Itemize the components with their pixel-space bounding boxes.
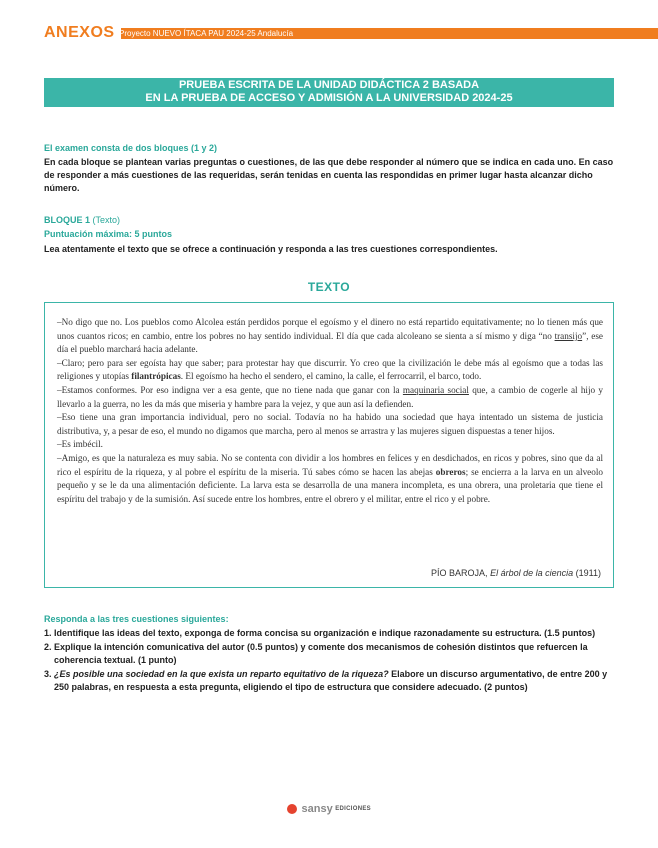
source-year: (1911) (575, 568, 601, 578)
text-source (431, 568, 601, 578)
text-paragraph-4: –Eso tiene una gran importancia individual, pero no social. Todavía no ha habido una sociedad que haya intentado un sistema de justicia distributiva, y, a pesar de eso, el mundo no digamos que marcha, pero al menos se arrastra y las mujeres siguen dispuestas a tener hijos. (57, 412, 603, 436)
publisher-logo (0, 803, 658, 815)
exam-title-line-1: PRUEBA ESCRITA DE LA UNIDAD DIDÁCTICA 2 BASADA (178, 79, 480, 91)
bloque-type: (Texto) (92, 215, 121, 225)
bloque-heading (44, 214, 614, 227)
intro-heading: El examen consta de dos bloques (1 y 2) (44, 143, 218, 153)
bloque-instruction: Lea atentamente el texto que se ofrece a continuación y responda a las tres cuestiones correspondientes. (44, 244, 498, 254)
bloque-score: Puntuación máxima: 5 puntos (44, 229, 173, 239)
text-paragraph-3: –Estamos conformes. Por eso indigna ver a esa gente, que no tiene nada que ganar con la maquinaria social que, a cambio de cogerle al hijo y llevarlo a la guerra, no les da más que miseria y hambre para la vejez, y que aun así la defienden. (57, 384, 603, 409)
question-3: 3. ¿Es posible una sociedad en la que exista un reparto equitativo de la riqueza? Elabore un discurso argumentativo, de entre 200 y 250 palabras, en respuesta a esta pregunta, eligiendo el tipo de estructura que considere adecuado. (2 puntos) (44, 668, 608, 693)
logo-mark-icon (287, 804, 297, 814)
source-author: PÍO BAROJA, (431, 568, 488, 578)
source-work: El árbol de la ciencia (490, 568, 574, 578)
underlined-word-transijo: transijo (554, 330, 583, 341)
logo-sub: EDICIONES (335, 806, 371, 812)
bloque-label: BLOQUE 1 (44, 215, 91, 225)
questions-heading: Responda a las tres cuestiones siguientes: (44, 614, 229, 624)
exam-title-line-2: EN LA PRUEBA DE ACCESO Y ADMISIÓN A LA UNIVERSIDAD 2024-25 (145, 92, 513, 104)
question-2: 2. Explique la intención comunicativa del autor (0.5 puntos) y comente dos mecanismos de cohesión distintos que refuercen la coherencia textual. (1 punto) (44, 641, 588, 666)
bold-word-obreros: obreros (435, 466, 466, 477)
bold-word-filantropicas: filantrópicas (131, 371, 181, 382)
question-1: 1. Identifique las ideas del texto, exponga de forma concisa su organización e indique razonadamente su estructura. (1.5 puntos) (44, 628, 596, 638)
text-paragraph-5: –Es imbécil. (57, 439, 103, 450)
header-bar (0, 0, 658, 40)
text-body (57, 316, 603, 506)
text-paragraph-2: –Claro; pero para ser egoísta hay que saber; para protestar hay que discurrir. Yo creo que la civilización le debe más al egoísmo que a todas las religiones y utopías filantrópicas. El egoísmo ha hecho el sendero, el camino, la calle, el ferrocarril, el barco, todo. (57, 357, 603, 382)
header-subtitle: Proyecto NUEVO ÍTACA PAU 2024-25 Andalucía (119, 29, 294, 38)
question-list (44, 627, 616, 695)
text-paragraph-1: –No digo que no. Los pueblos como Alcolea están perdidos porque el egoísmo y el dinero no está repartido equitativamente; no lo tienen más que unos cuantos ricos; en cambio, entre los pobres no hay sentido individual. El día que cada alcoleano se sienta a sí mismo y diga “no transijo”, ese día el pueblo marchará hacia adelante. (57, 317, 603, 355)
exam-title-banner (44, 78, 614, 107)
question-3-italic: ¿Es posible una sociedad en la que exista un reparto equitativo de la riqueza? (54, 668, 389, 679)
intro-body: En cada bloque se plantean varias preguntas o cuestiones, de las que debe responder al número que se indica en cada uno. En caso de responder a más cuestiones de las requeridas, serán tenidas en cuenta las respondidas en primer lugar hasta alcanzar dicho número. (44, 157, 614, 193)
underlined-phrase-maquinaria-social: maquinaria social (402, 384, 469, 395)
text-paragraph-6: –Amigo, es que la naturaleza es muy sabia. No se contenta con dividir a los hombres en felices y en desdichados, en ricos y pobres, sino que da al rico el espíritu de la riqueza, y al pobre el espíritu de la miseria. Tú sabes cómo se hacen las abejas obreros; se encierra a la larva en un alveolo pequeño y se le da una alimentación deficiente. La larva esta se desarrolla de una manera incompleta, es una obrera, una proletaria que tiene el espíritu del trabajo y de la sumisión. Así sucede entre los hombres, entre el obrero y el militar, entre el rico y el pobre. (57, 452, 603, 504)
texto-heading: TEXTO (307, 280, 351, 294)
logo-brand: sansy (301, 803, 333, 815)
section-title: ANEXOS (44, 24, 121, 42)
